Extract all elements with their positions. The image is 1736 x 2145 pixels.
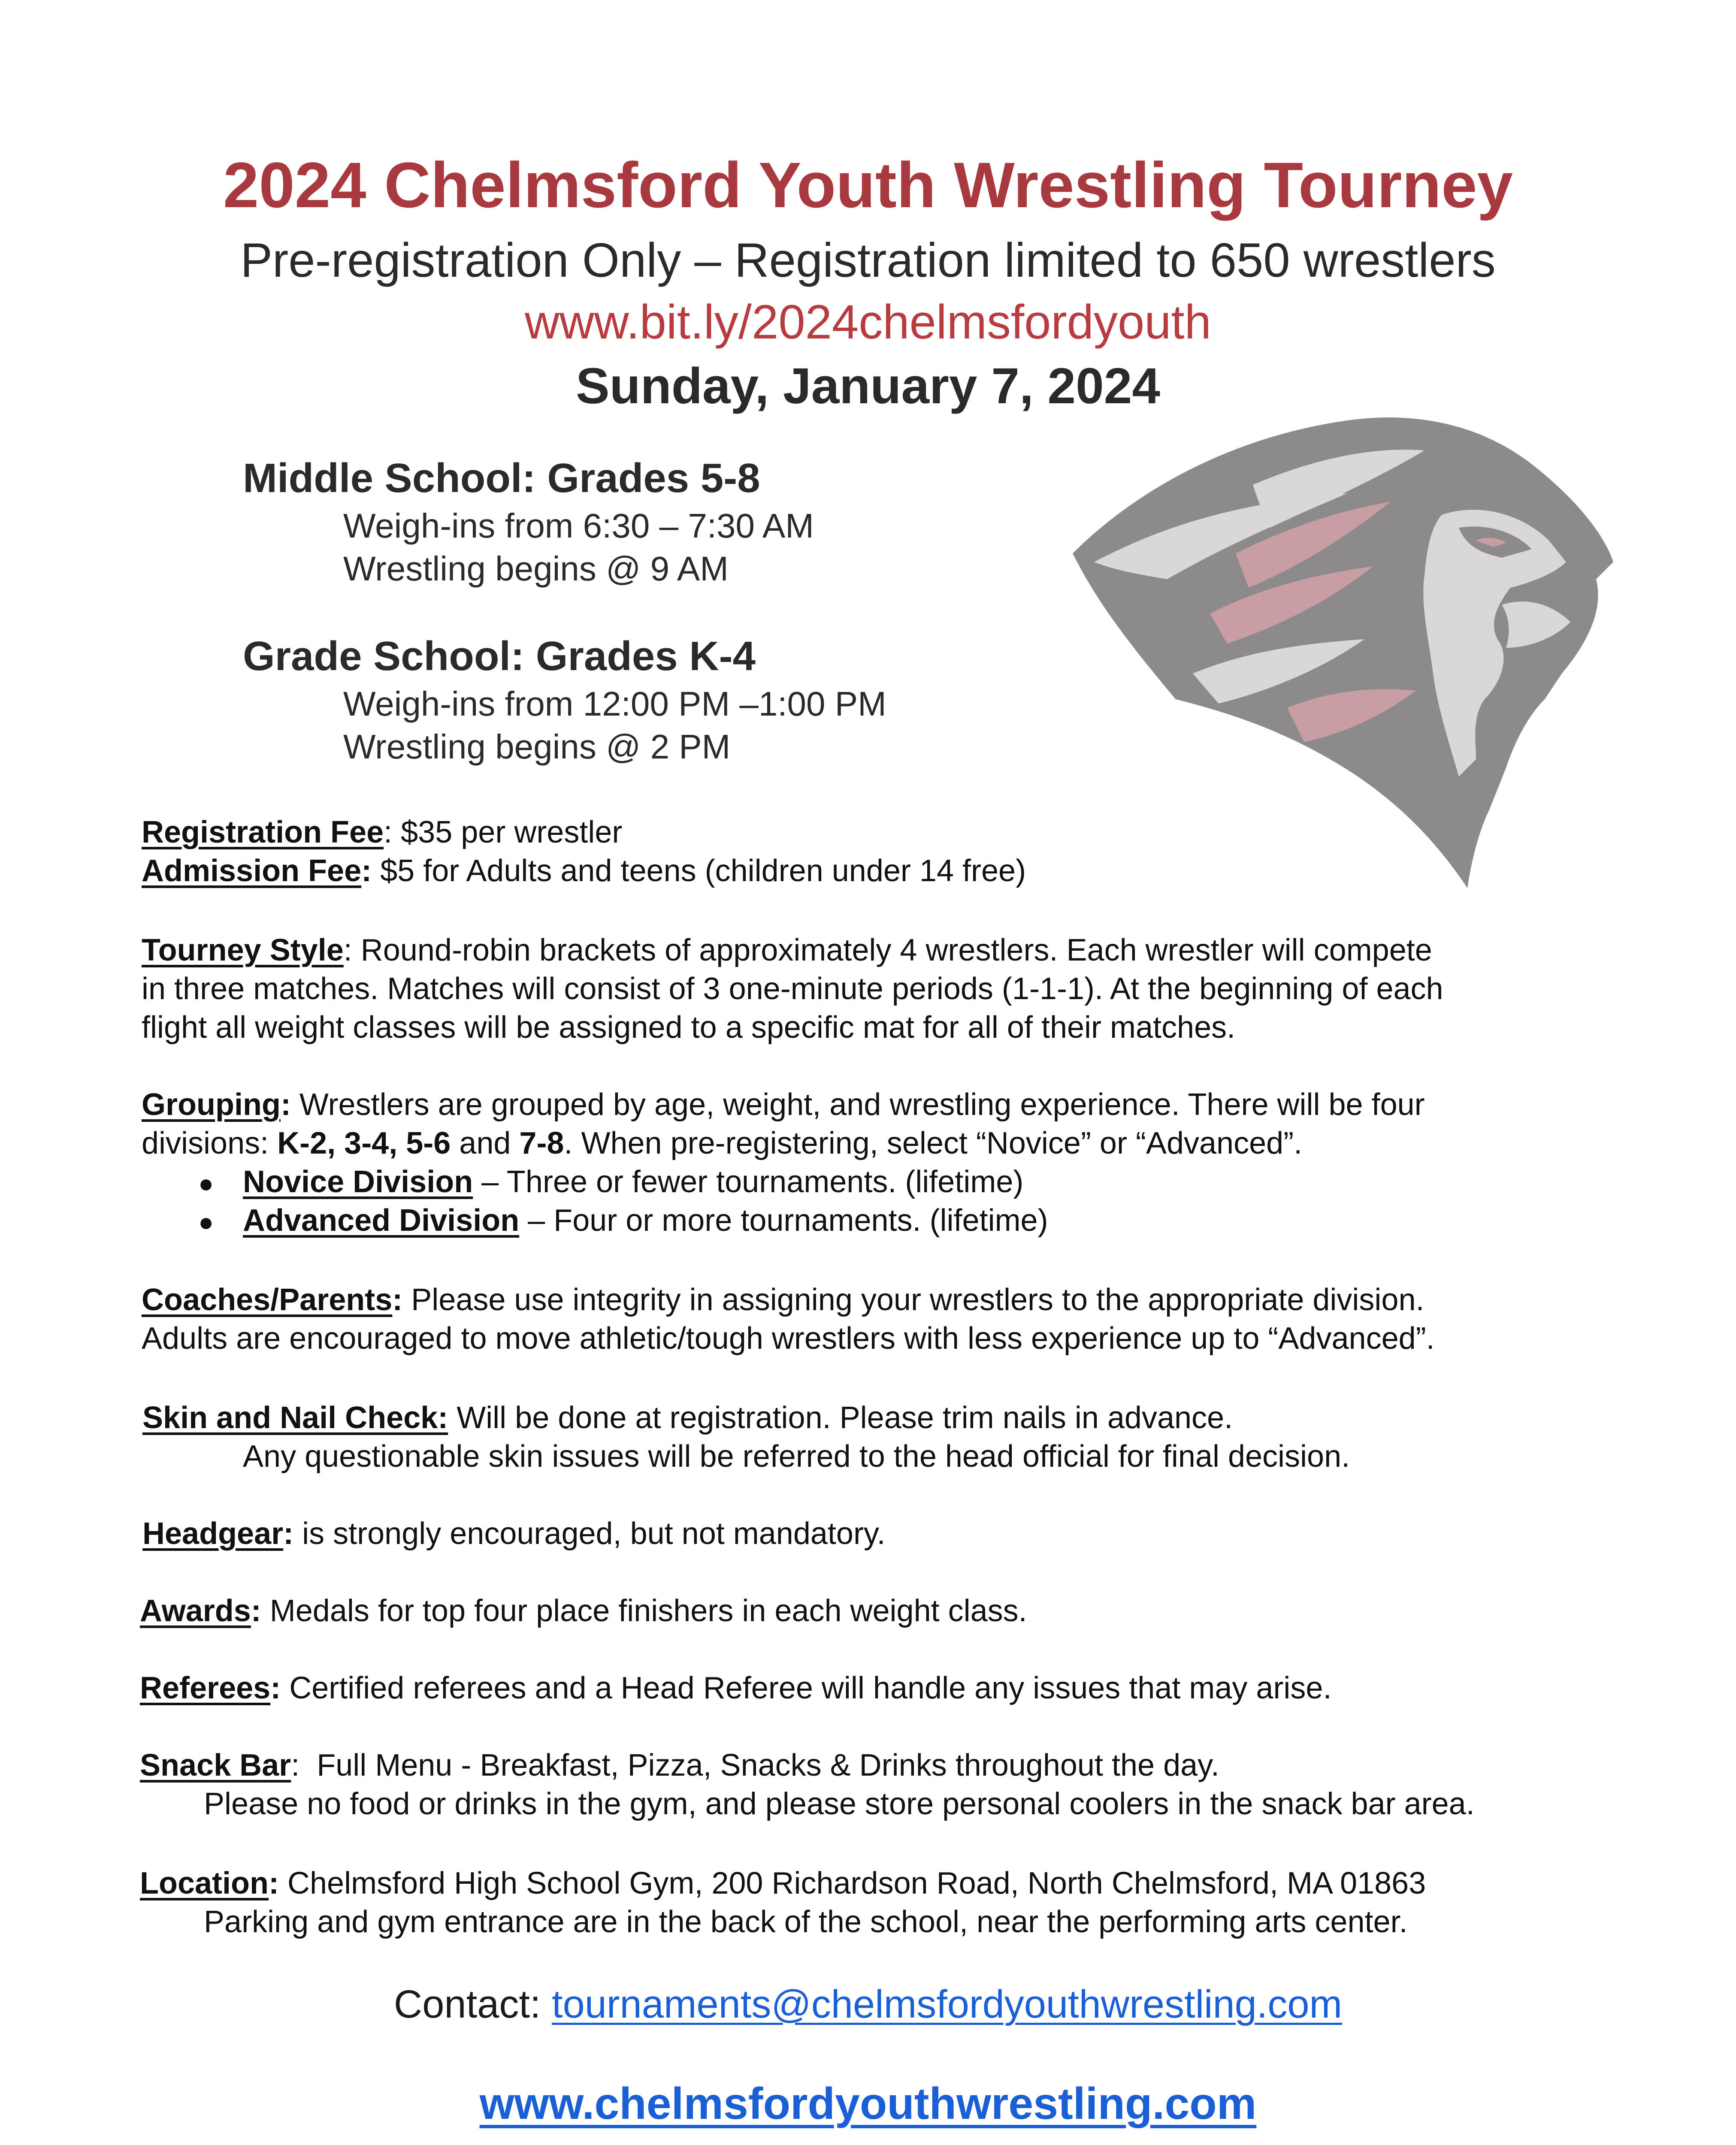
referees-label: Referees <box>140 1671 271 1705</box>
skin-check-text: Any questionable skin issues will be referred to the head official for final decision. <box>243 1439 1350 1474</box>
tourney-style-section: Tourney Style: Round-robin brackets of approximately 4 wrestlers. Each wrestler will compete in three matches. Matches will consist of 3 one-minute periods (1-1-1). At the beginning of each flight all weight classes will be assigned to a specific mat for all of their matches. <box>142 931 1443 1047</box>
location-text: Parking and gym entrance are in the back of the school, near the performing arts center. <box>204 1905 1408 1939</box>
awards-line: Awards: Medals for top four place finishers in each weight class. <box>140 1594 1027 1628</box>
session-weighins: Weigh-ins from 12:00 PM –1:00 PM <box>343 685 886 723</box>
referees-line: Referees: Certified referees and a Head Referee will handle any issues that may arise. <box>140 1671 1332 1705</box>
session-heading: Grade School: Grades K-4 <box>243 633 756 679</box>
grouping-label: Grouping <box>142 1088 281 1122</box>
tourney-style-text: in three matches. Matches will consist of 3 one-minute periods (1-1-1). At the beginning of each <box>142 972 1443 1006</box>
contact-email-link[interactable]: tournaments@chelmsfordyouthwrestling.com <box>552 1982 1343 2026</box>
tourney-style-text: flight all weight classes will be assigned to a specific mat for all of their matches. <box>142 1010 1236 1045</box>
awards-label: Awards <box>140 1594 251 1628</box>
registration-url[interactable]: www.bit.ly/2024chelmsfordyouth <box>525 295 1211 349</box>
registration-fee-line <box>142 813 622 852</box>
tourney-style-label: Tourney Style <box>142 933 344 967</box>
headgear-line: Headgear: is strongly encouraged, but not mandatory. <box>142 1517 886 1551</box>
coaches-text: Adults are encouraged to move athletic/tough wrestlers with less experience up to “Advanced”. <box>142 1321 1435 1356</box>
grouping-section: Grouping: Wrestlers are grouped by age, weight, and wrestling experience. There will be four divisions: K-2, 3-4, 5-6 and 7-8. When pre-registering, select “Novice” or “Advanced”. <box>142 1088 1425 1160</box>
bullet-icon: ● <box>198 1208 214 1236</box>
division-bullet-text: Advanced Division – Four or more tournaments. (lifetime) <box>243 1203 1048 1238</box>
session-start-time: Wrestling begins @ 9 AM <box>343 550 729 588</box>
coaches-section: Coaches/Parents: Please use integrity in assigning your wrestlers to the appropriate division. Adults are encouraged to move athletic/tough wrestlers with less experience up to “Advanced”. <box>142 1281 1435 1358</box>
session-heading: Middle School: Grades 5-8 <box>243 455 760 501</box>
contact-label: Contact: <box>393 1982 552 2026</box>
registration-fee-text: : $35 per wrestler <box>384 815 623 849</box>
session-start-time: Wrestling begins @ 2 PM <box>343 728 731 766</box>
flyer-subtitle: Pre-registration Only – Registration limited to 650 wrestlers <box>240 233 1496 287</box>
snack-bar-label: Snack Bar <box>140 1748 291 1782</box>
skin-check-label: Skin and Nail Check: <box>142 1401 448 1435</box>
division-bullet-item <box>198 1163 214 1203</box>
location-label: Location <box>140 1866 269 1900</box>
skin-check-line: Skin and Nail Check: Will be done at registration. Please trim nails in advance. <box>142 1401 1233 1435</box>
location-line: Location: Chelmsford High School Gym, 200 Richardson Road, North Chelmsford, MA 01863 <box>140 1866 1426 1900</box>
flyer-title: 2024 Chelmsford Youth Wrestling Tourney <box>223 149 1513 221</box>
bullet-icon: ● <box>198 1169 214 1198</box>
registration-fee-label: Registration Fee <box>142 815 384 849</box>
website-link[interactable]: www.chelmsfordyouthwrestling.com <box>479 2079 1257 2129</box>
snack-bar-line: Snack Bar: Full Menu - Breakfast, Pizza, Snacks & Drinks throughout the day. <box>140 1748 1219 1782</box>
snack-bar-text: Please no food or drinks in the gym, and please store personal coolers in the snack bar area. <box>204 1787 1475 1821</box>
division-list: K-2, 3-4, 5-6 <box>277 1126 451 1160</box>
advanced-division-label: Advanced Division <box>243 1203 520 1238</box>
admission-fee-text: $5 for Adults and teens (children under 14 free) <box>372 854 1026 888</box>
lion-logo <box>1073 417 1613 888</box>
coaches-label: Coaches/Parents <box>142 1283 393 1317</box>
division-bullet-text: Novice Division – Three or fewer tournaments. (lifetime) <box>243 1165 1024 1199</box>
lion-head-icon <box>1047 373 1648 905</box>
division-bullet-item <box>198 1201 214 1242</box>
headgear-label: Headgear <box>142 1517 284 1551</box>
admission-fee-line: Admission Fee: $5 for Adults and teens (children under 14 free) <box>142 854 1026 888</box>
contact-line <box>0 1982 1736 2027</box>
event-date: Sunday, January 7, 2024 <box>575 358 1161 414</box>
session-weighins: Weigh-ins from 6:30 – 7:30 AM <box>343 507 814 545</box>
admission-fee-label: Admission Fee <box>142 854 362 888</box>
novice-division-label: Novice Division <box>243 1165 473 1199</box>
